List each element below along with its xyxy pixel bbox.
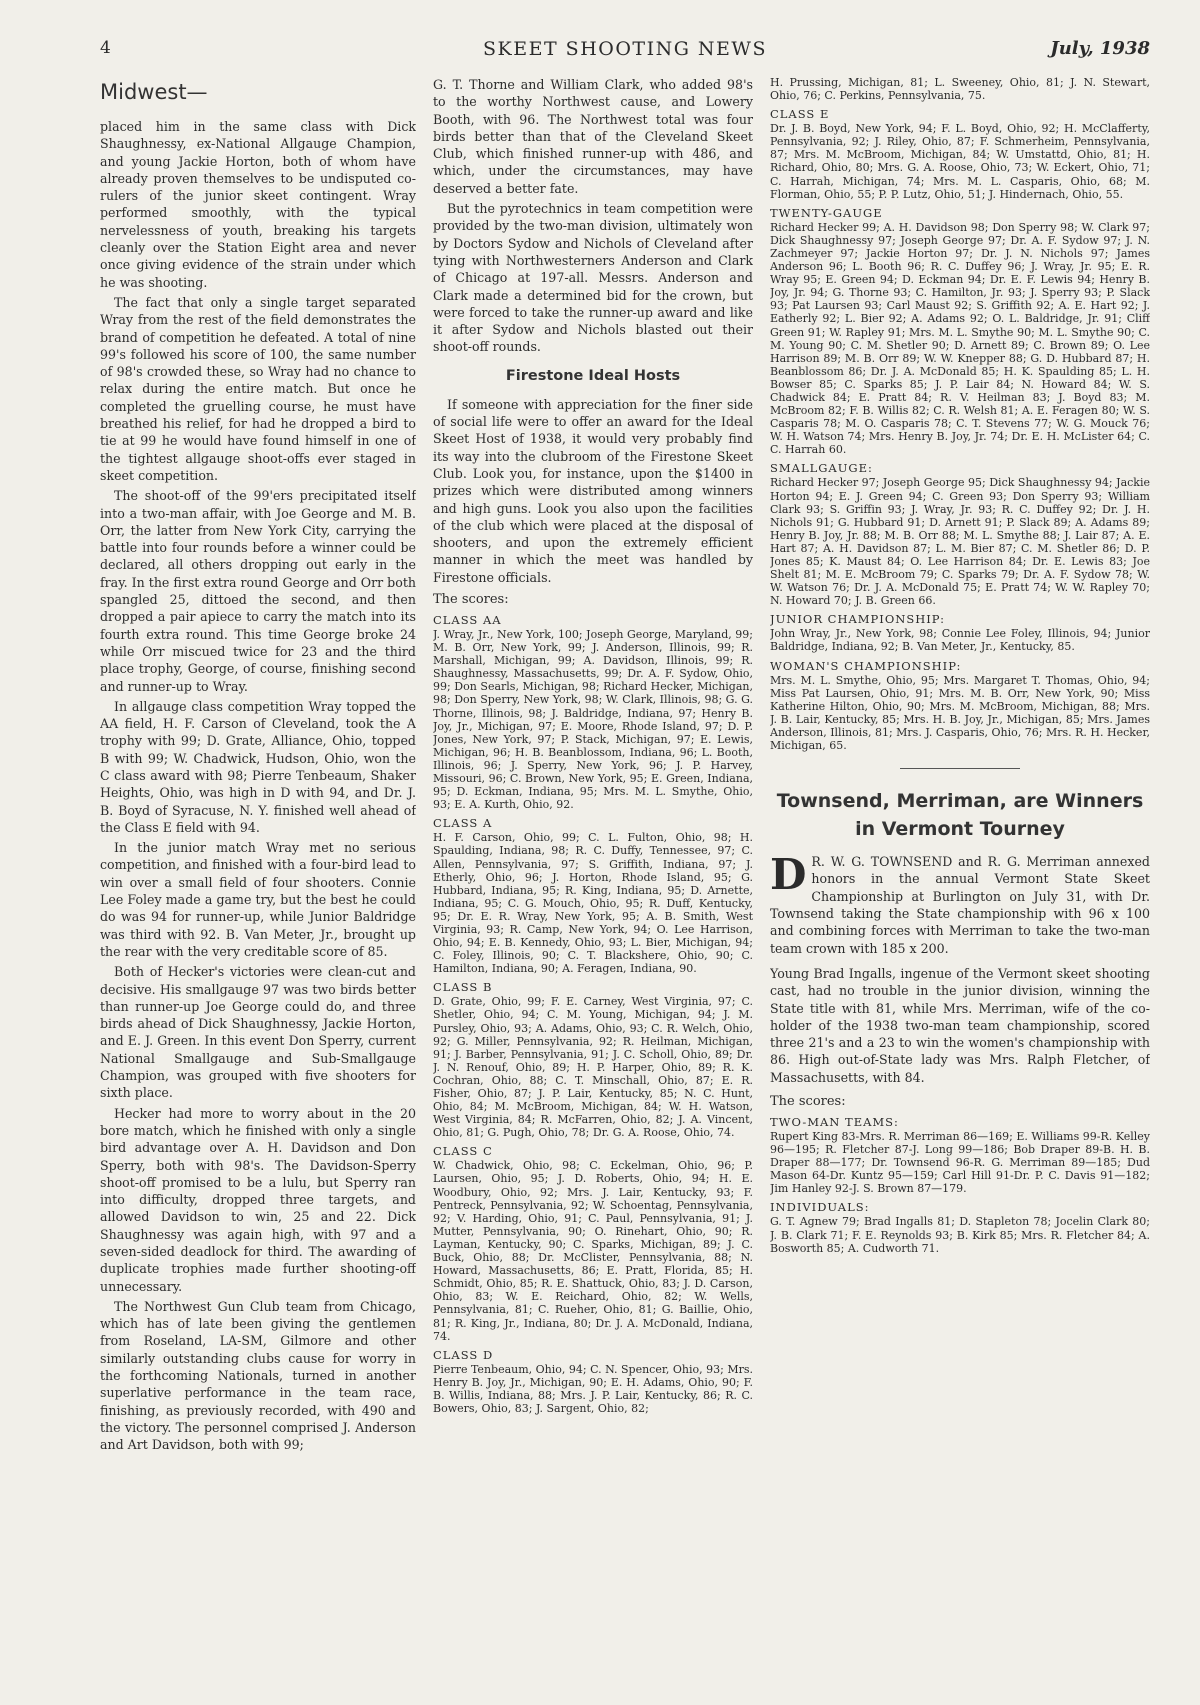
column-3 [770,76,1150,1675]
score-list: Mrs. M. L. Smythe, Ohio, 95; Mrs. Margaret T. Thomas, Ohio, 94; Miss Pat Laursen, Ohio, 91; Mrs. M. B. Orr, New York, 90; Miss Katherine Hilton, Ohio, 90; Mrs. M. McBroom, Michigan, 88; Mrs. J. B. Lair, Kentucky, 85; Mrs. H. B. Joy, Jr., Michigan, 85; Mrs. James Anderson, Illinois, 81; Mrs. J. Casparis, Ohio, 76; Mrs. R. H. Hecker, Michigan, 65. [770,673,1150,753]
paragraph: Hecker had more to worry about in the 20 bore match, which he finished with only a single bird advantage over A. H. Davidson and Don Sperry, both with 98's. The Davidson-Sperry shoot-off promised to be a lulu, but Sperry ran into difficulty, dropped three targets, and allowed Davidson to win, 25 and 22. Dick Shaughnessy was again high, with 97 and a seven-sided deadlock for third. The awarding of duplicate trophies made further shooting-off unnecessary. [100,1105,416,1294]
paragraph: The Northwest Gun Club team from Chicago, which has of late been giving the gentlemen from Roseland, LA-SM, Gilmore and other similarly outstanding clubs cause for worry in the forthcoming Nationals, turned in another superlative performance in the team race, finishing, as previously recorded, with 490 and the victory. The personnel comprised J. Anderson and Art Davidson, both with 99; [100,1298,416,1453]
class-heading: CLASS E [770,107,830,122]
headline-line-2: in Vermont Tourney [855,818,1065,841]
class-heading: CLASS AA [433,613,502,628]
headline-line-1: Townsend, Merriman, are Winners [776,790,1144,813]
column-1 [100,76,416,1675]
scores-label: The scores: [770,1093,846,1109]
paragraph: But the pyrotechnics in team competition were provided by the two-man division, ultimately won by Doctors Sydow and Nichols of Cleveland after tying with Northwesterners Anderson and Clark of Chicago at 197-all. Messrs. Anderson and Clark made a determined bid for the crown, but were forced to take the runner-up award and like it after Sydow and Nichols blasted out their shoot-off rounds. [433,201,753,355]
subheading: Firestone Ideal Hosts [505,367,681,384]
article-headline [770,787,1150,843]
class-heading: CLASS A [433,816,493,831]
divider [900,768,1020,769]
page-number: 4 [100,38,111,58]
paragraph: The shoot-off of the 99'ers precipitated itself into a two-man affair, with Joe George and M. B. Orr, the latter from New York City, carrying the battle into four rounds before a winner could be declared, all others dropping out early in the fray. In the first extra round George and Orr both spangled 25, dittoed the second, and then dropped a pair apiece to carry the match into its fourth extra round. This time George broke 24 while Orr miscued twice for 23 and the third place trophy, George, of course, finishing second and runner-up to Wray. [100,488,416,694]
paragraph: The fact that only a single target separated Wray from the rest of the field demonstrates the brand of competition he defeated. A total of nine 99's followed his score of 100, the same number of 98's crowded these, so Wray had no chance to relax during the entire match. But once he completed the gruelling course, he must have breathed his relief, for had he dropped a bird to tie at 99 he would have found himself in one of the tightest allgauge shoot-offs ever staged in skeet competition. [100,294,416,483]
paragraph: G. T. Thorne and William Clark, who added 98's to the worthy Northwest cause, and Lowery Booth, with 96. The Northwest total was four birds better than that of the Cleveland Skeet Club, which finished runner-up with 486, and which, under the circumstances, may have deserved a better fate. [433,77,753,196]
paragraph: If someone with appreciation for the finer side of social life were to offer an award for the Ideal Skeet Host of 1938, it would very probably find its way into the clubroom of the Firestone Skeet Club. Look you, for instance, upon the $1400 in prizes which were distributed among winners and high guns. Look you also upon the facilities of the club which were placed at the disposal of shooters, and upon the extremely efficient manner in which the meet was handled by Firestone officials. [433,396,753,585]
article-paragraph-text: R. W. G. TOWNSEND and R. G. Merriman annexed honors in the annual Vermont State Skeet Championship at Burlington on July 31, with Dr. Townsend taking the State championship with 96 x 100 and combining forces with Merriman to take the two-man team crown with 185 x 200. [770,854,1150,956]
score-list: G. T. Agnew 79; Brad Ingalls 81; D. Stapleton 78; Jocelin Clark 80; J. B. Clark 71; F. E. Reynolds 93; B. Kirk 85; Mrs. R. Fletcher 84; A. Bosworth 85; A. Cudworth 71. [770,1215,1150,1255]
score-list: J. Wray, Jr., New York, 100; Joseph George, Maryland, 99; M. B. Orr, New York, 99; J. Anderson, Illinois, 99; R. Marshall, Michigan, 99; A. Davidson, Illinois, 99; R. Shaughnessy, Massachusetts, 99; Dr. A. F. Sydow, Ohio, 99; Don Searls, Michigan, 98; Richard Hecker, Michigan, 98; Don Sperry, New York, 98; W. Clark, Illinois, 98; G. G. Thorne, Illinois, 98; J. Baldridge, Indiana, 97; Henry B. Joy, Jr., Michigan, 97; E. Moore, Rhode Island, 97; D. P. Jones, New York, 97; P. Stack, Michigan, 97; E. Lewis, Michigan, 96; H. B. Beanblossom, Indiana, 96; L. Booth, Illinois, 96; J. Sperry, New York, 96; J. P. Harvey, Missouri, 96; C. Brown, New York, 95; E. Green, Indiana, 95; D. Eckman, Indiana, 95; Mrs. M. L. Smythe, Ohio, 93; E. A. Kurth, Ohio, 92. [433,628,753,812]
score-list: H. F. Carson, Ohio, 99; C. L. Fulton, Ohio, 98; H. Spaulding, Indiana, 98; R. C. Duffy, Tennessee, 97; C. Allen, Pennsylvania, 97; S. Griffith, Indiana, 97; J. Etherly, Ohio, 96; J. Horton, Rhode Island, 95; G. Hubbard, Indiana, 95; R. King, Indiana, 95; D. Arnette, Indiana, 95; C. G. Mouch, Ohio, 95; R. Duff, Kentucky, 95; Dr. E. R. Wray, New York, 95; A. B. Smith, West Virginia, 93; R. Camp, New York, 94; O. Lee Harrison, Ohio, 94; E. B. Kennedy, Ohio, 93; L. Bier, Michigan, 94; C. Foley, Illinois, 90; C. T. Blackshere, Ohio, 90; C. Hamilton, Indiana, 90; A. Feragen, Indiana, 90. [433,831,753,976]
class-heading: TWO-MAN TEAMS: [770,1114,899,1129]
class-heading: CLASS C [433,1144,493,1159]
class-heading: SMALLGAUGE: [770,461,873,476]
section-heading: Midwest— [100,80,208,104]
paragraph: Both of Hecker's victories were clean-cut and decisive. His smallgauge 97 was two birds better than runner-up Joe George could do, and three birds ahead of Dick Shaughnessy, Jackie Horton, and E. J. Green. In this event Don Sperry, current National Smallgauge and Sub-Smallgauge Champion, was grouped with five shooters for sixth place. [100,964,416,1101]
score-list: Pierre Tenbeaum, Ohio, 94; C. N. Spencer, Ohio, 93; Mrs. Henry B. Joy, Jr., Michigan, 90; E. H. Adams, Ohio, 90; F. B. Willis, Indiana, 88; Mrs. J. P. Lair, Kentucky, 86; R. C. Bowers, Ohio, 83; J. Sargent, Ohio, 82; [433,1362,753,1415]
score-list: D. Grate, Ohio, 99; F. E. Carney, West Virginia, 97; C. Shetler, Ohio, 94; C. M. Young, Michigan, 94; J. M. Pursley, Ohio, 93; A. Adams, Ohio, 93; C. R. Welch, Ohio, 92; G. Miller, Pennsylvania, 92; R. Heilman, Michigan, 91; J. Barber, Pennsylvania, 91; J. C. Scholl, Ohio, 89; Dr. J. N. Renouf, Ohio, 89; H. P. Harper, Ohio, 89; R. K. Cochran, Ohio, 88; C. T. Minschall, Ohio, 87; E. R. Fisher, Ohio, 87; J. P. Lair, Kentucky, 85; N. C. Hunt, Ohio, 84; M. McBroom, Michigan, 84; W. H. Watson, West Virginia, 84; R. McFarren, Ohio, 82; J. A. Vincent, Ohio, 81; G. Pugh, Ohio, 78; Dr. G. A. Roose, Ohio, 74. [433,995,753,1140]
class-heading: CLASS D [433,1347,494,1362]
running-header [100,38,1150,64]
paragraph: placed him in the same class with Dick Shaughnessy, ex-National Allgauge Champion, and young Jackie Horton, both of whom have already proven themselves to be undisputed co-rulers of the junior skeet contingent. Wray performed smoothly, with the typical nervelessness of youth, breaking his targets cleanly over the Station Eight area and never once giving evidence of the strain under which he was shooting. [100,119,416,290]
score-list: Richard Hecker 97; Joseph George 95; Dick Shaughnessy 94; Jackie Horton 94; E. J. Green 94; C. Green 93; Don Sperry 93; William Clark 93; S. Griffin 93; J. Wray, Jr. 93; R. C. Duffey 92; Dr. J. H. Nichols 91; G. Hubbard 91; D. Arnett 91; P. Slack 89; A. Adams 89; Henry B. Joy, Jr. 88; M. B. Orr 88; M. L. Smythe 88; J. Lair 87; A. E. Hart 87; A. H. Davidson 87; L. M. Bier 87; C. M. Shetler 86; D. P. Jones 85; K. Maust 84; O. Lee Harrison 84; Dr. E. Lewis 83; Joe Shelt 81; M. E. McBroom 79; C. Sparks 79; Dr. A. F. Sydow 78; W. W. Watson 76; Dr. J. A. McDonald 75; E. Pratt 74; W. W. Rapley 70; N. Howard 70; J. B. Green 66. [770,476,1150,608]
paragraph: In the junior match Wray met no serious competition, and finished with a four-bird lead to win over a small field of four shooters. Connie Lee Foley made a game try, but the best he could do was 94 for runner-up, while Junior Baldridge was third with 92. B. Van Meter, Jr., brought up the rear with the very creditable score of 85. [100,840,416,959]
class-heading: TWENTY-GAUGE [770,205,883,220]
article-paragraph [770,850,1150,957]
score-list: Dr. J. B. Boyd, New York, 94; F. L. Boyd, Ohio, 92; H. McClafferty, Pennsylvania, 92; J. Riley, Ohio, 87; F. Schmerheim, Pennsylvania, 87; Mrs. M. McBroom, Michigan, 84; W. Umstattd, Ohio, 81; H. Richard, Ohio, 80; Mrs. G. A. Roose, Ohio, 73; W. Eckert, Ohio, 71; C. Harrah, Michigan, 74; Mrs. M. L. Casparis, Ohio, 68; M. Florman, Ohio, 55; P. P. Lutz, Ohio, 51; J. Hindernach, Ohio, 55. [770,122,1150,201]
issue-date: July, 1938 [1050,38,1150,59]
class-heading: CLASS B [433,980,493,995]
score-list: Richard Hecker 99; A. H. Davidson 98; Don Sperry 98; W. Clark 97; Dick Shaughnessy 97; Joseph George 97; Dr. A. F. Sydow 97; J. N. Zachmeyer 97; Jackie Horton 97; Dr. J. N. Nichols 97; James Anderson 96; L. Booth 96; R. C. Duffey 96; J. Wray, Jr. 95; E. R. Wray 95; E. Green 94; D. Eckman 94; Dr. E. F. Lewis 94; Henry B. Joy, Jr. 94; G. Thorne 93; C. Hamilton, Jr. 93; J. Sperry 93; P. Slack 93; Pat Laursen 93; Carl Maust 92; S. Griffith 92; A. E. Hart 92; J. Eatherly 92; L. Bier 92; A. Adams 92; O. L. Baldridge, Jr. 91; Cliff Green 91; W. Rapley 91; Mrs. M. L. Smythe 90; M. L. Smythe 90; C. M. Young 90; C. M. Shetler 90; D. Arnett 89; C. Brown 89; O. Lee Harrison 89; M. B. Orr 89; W. W. Knepper 88; G. D. Hubbard 87; H. Beanblossom 86; Dr. J. A. McDonald 85; H. K. Spaulding 85; L. H. Bowser 85; C. Sparks 85; J. P. Lair 84; N. Howard 84; W. S. Chadwick 84; E. Pratt 84; R. V. Heilman 83; J. Boyd 83; M. McBroom 82; F. B. Willis 82; C. R. Welsh 81; A. E. Feragen 80; W. S. Casparis 78; M. O. Casparis 78; C. T. Stevens 77; W. G. Mouck 76; W. H. Watson 74; Mrs. Henry B. Joy, Jr. 74; Dr. E. H. McLister 64; C. C. Harrah 60. [770,220,1150,457]
scores-label: The scores: [433,592,509,608]
publication-title: SKEET SHOOTING NEWS [483,38,767,60]
score-list: Rupert King 83-Mrs. R. Merriman 86—169; E. Williams 99-R. Kelley 96—195; R. Fletcher 87-J. Long 99—186; Bob Draper 89-B. H. B. Draper 88—177; Dr. Townsend 96-R. G. Merriman 89—185; Dud Mason 64-Dr. Kuntz 95—159; Carl Hill 91-Dr. P. C. Davis 91—182; Jim Hanley 92-J. S. Brown 87—179. [770,1129,1150,1196]
column-2 [433,76,753,1675]
score-list: John Wray, Jr., New York, 98; Connie Lee Foley, Illinois, 94; Junior Baldridge, Indiana, 92; B. Van Meter, Jr., Kentucky, 85. [770,627,1150,654]
class-heading: INDIVIDUALS: [770,1200,870,1215]
article-paragraph: Young Brad Ingalls, ingenue of the Vermont skeet shooting cast, had no trouble in the junior division, winning the State title with 81, while Mrs. Merriman, wife of the co-holder of the 1938 two-man team championship, scored three 21's and a 23 to win the women's championship with 86. High out-of-State lady was Mrs. Ralph Fletcher, of Massachusetts, with 84. [770,965,1150,1085]
drop-cap: D [770,850,807,900]
score-list: W. Chadwick, Ohio, 98; C. Eckelman, Ohio, 96; P. Laursen, Ohio, 95; J. D. Roberts, Ohio, 94; H. E. Woodbury, Ohio, 92; Mrs. J. Lair, Kentucky, 93; F. Pentreck, Pennsylvania, 92; W. Schoentag, Pennsylvania, 92; V. Harding, Ohio, 91; C. Paul, Pennsylvania, 91; J. Mutter, Pennsylvania, 90; O. Rinehart, Ohio, 90; R. Layman, Kentucky, 90; C. Sparks, Michigan, 89; J. C. Buck, Ohio, 88; Dr. McClister, Pennsylvania, 88; N. Howard, Massachusetts, 86; E. Pratt, Florida, 85; H. Schmidt, Ohio, 85; R. E. Shattuck, Ohio, 83; J. D. Carson, Ohio, 83; W. E. Reichard, Ohio, 82; W. Wells, Pennsylvania, 81; C. Rueher, Ohio, 81; G. Baillie, Ohio, 81; R. King, Jr., Indiana, 80; Dr. J. A. McDonald, Indiana, 74. [433,1159,753,1343]
paragraph: In allgauge class competition Wray topped the AA field, H. F. Carson of Cleveland, took the A trophy with 99; D. Grate, Alliance, Ohio, topped B with 99; W. Chadwick, Hudson, Ohio, won the C class award with 98; Pierre Tenbeaum, Shaker Heights, Ohio, was high in D with 94, and Dr. J. B. Boyd of Syracuse, N. Y. finished well ahead of the Class E field with 94. [100,698,416,835]
class-heading: WOMAN'S CHAMPIONSHIP: [770,658,962,673]
class-heading: JUNIOR CHAMPIONSHIP: [770,612,945,627]
score-list: H. Prussing, Michigan, 81; L. Sweeney, Ohio, 81; J. N. Stewart, Ohio, 76; C. Perkins, Pennsylvania, 75. [770,76,1150,103]
